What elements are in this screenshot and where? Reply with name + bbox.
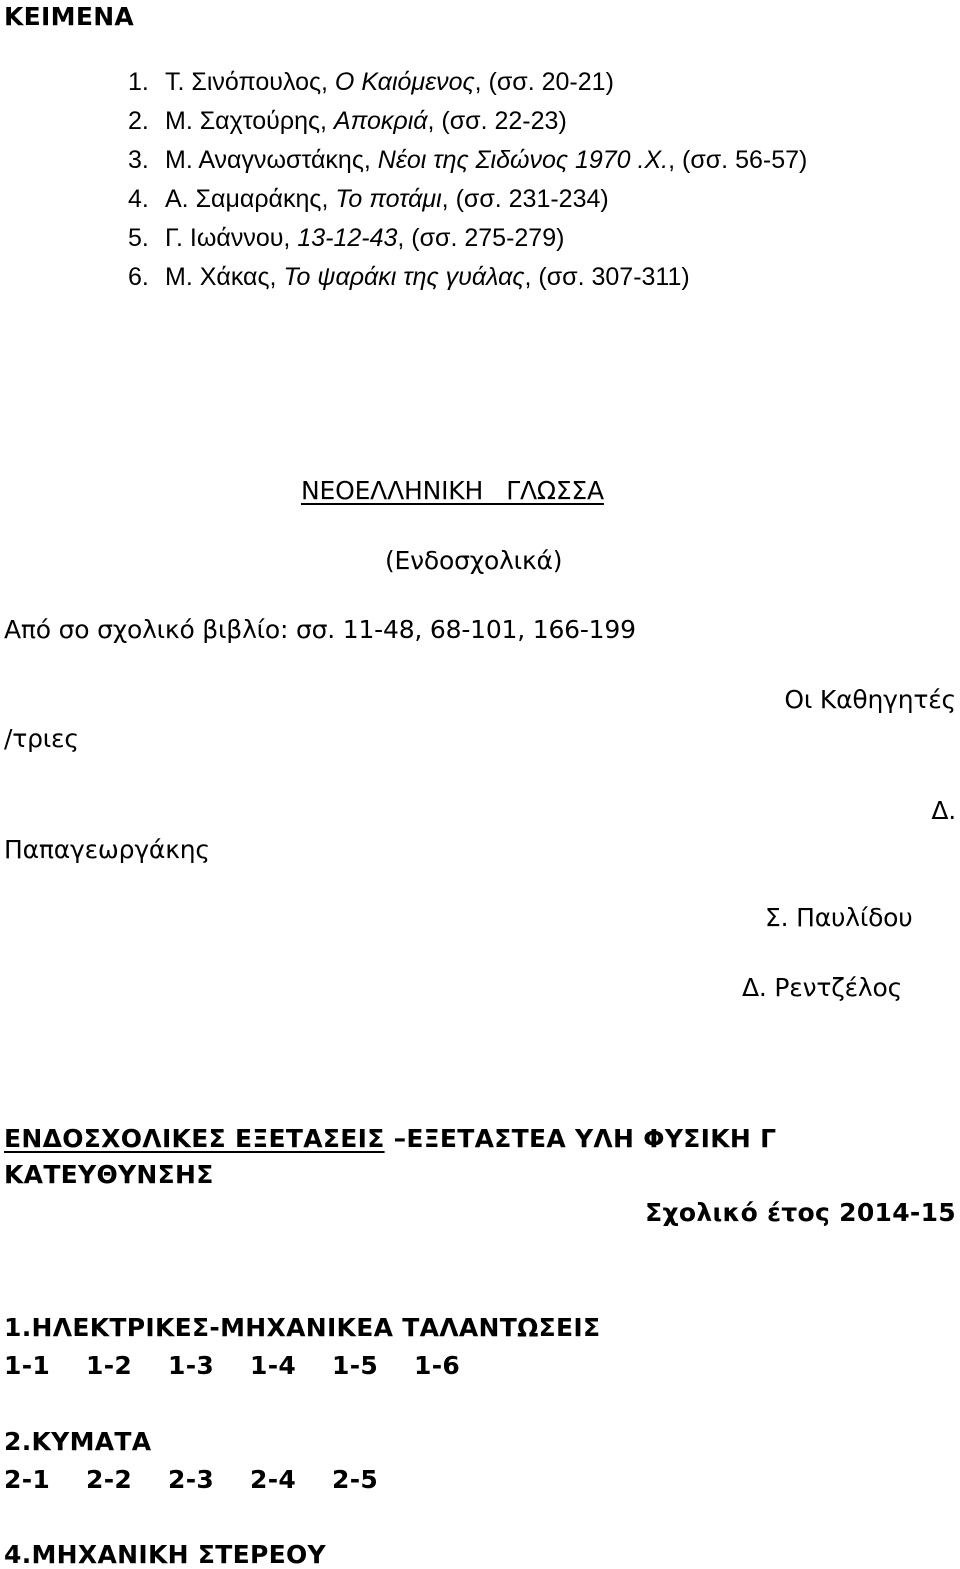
chapter-codes <box>4 1351 496 1380</box>
physics-title-rest: –ΕΞΕΤΑΣΤΕΑ ΥΛΗ ΦΥΣΙΚΗ Γ <box>384 1124 777 1153</box>
code-item: 1-3 <box>168 1351 215 1380</box>
code-item: 1-5 <box>332 1351 379 1380</box>
item-pages: , (σσ. 307-311) <box>524 263 690 291</box>
list-item <box>128 146 807 175</box>
code-item: 1-6 <box>414 1351 461 1380</box>
code-item: 2-2 <box>86 1465 133 1494</box>
code-item: 2-1 <box>4 1465 51 1494</box>
list-item <box>128 68 614 97</box>
physics-section-title-line2: ΚΑΤΕΥΘΥΝΣΗΣ <box>4 1160 214 1189</box>
code-item: 1-2 <box>86 1351 133 1380</box>
teachers-suffix: /τριες <box>4 724 79 753</box>
item-work: 13-12-43 <box>297 224 398 252</box>
chapter-title: 4.ΜΗΧΑΝΙΚΗ ΣΤΕΡΕΟΥ <box>4 1540 326 1569</box>
list-item <box>128 107 567 136</box>
item-number: 3. <box>128 146 149 174</box>
code-item: 1-1 <box>4 1351 51 1380</box>
physics-title-underlined: ΕΝΔΟΣΧΟΛΙΚΕΣ ΕΞΕΤΑΣΕΙΣ <box>4 1124 385 1153</box>
item-author: Τ. Σινόπουλος, <box>165 68 335 96</box>
language-section-subtitle: (Ενδοσχολικά) <box>385 546 563 575</box>
chapter-codes <box>4 1465 414 1494</box>
code-item: 2-3 <box>168 1465 215 1494</box>
signature-name: Σ. Παυλίδου <box>765 903 913 932</box>
item-pages: , (σσ. 56-57) <box>668 146 808 174</box>
item-work: Ο Καιόμενος <box>334 68 475 96</box>
texts-heading: ΚΕΙΜΕΝΑ <box>4 2 135 31</box>
list-item <box>128 224 564 253</box>
code-item: 2-4 <box>250 1465 297 1494</box>
signature-initial: Δ. <box>931 796 956 825</box>
item-number: 1. <box>128 68 149 96</box>
chapter-title: 1.ΗΛΕΚΤΡΙΚΕΣ-ΜΗΧΑΝΙΚΕΑ ΤΑΛΑΝΤΩΣΕΙΣ <box>4 1313 601 1342</box>
item-pages: , (σσ. 22-23) <box>427 107 567 135</box>
item-number: 2. <box>128 107 149 135</box>
item-author: Μ. Σαχτούρης, <box>165 107 334 135</box>
code-item: 2-5 <box>332 1465 379 1494</box>
teachers-label: Οι Καθηγητές <box>784 685 956 714</box>
item-work: Αποκριά <box>333 107 428 135</box>
language-section-title: ΝΕΟΕΛΛΗΝΙΚΗ ΓΛΩΣΣΑ <box>301 476 604 505</box>
language-pages-line: Από σο σχολικό βιβλίο: σσ. 11-48, 68-101, 166-199 <box>4 615 636 644</box>
item-number: 5. <box>128 224 149 252</box>
item-author: Μ. Χάκας, <box>165 263 284 291</box>
item-work: Το ψαράκι της γυάλας <box>283 263 525 291</box>
item-author: Α. Σαμαράκης, <box>165 185 336 213</box>
list-item <box>128 263 690 292</box>
chapter-title: 2.ΚΥΜΑΤΑ <box>4 1427 152 1456</box>
signature-name: Παπαγεωργάκης <box>4 835 210 864</box>
physics-section-title <box>4 1124 776 1153</box>
item-work: Νέοι της Σιδώνος 1970 .Χ. <box>377 146 669 174</box>
item-author: Γ. Ιωάννου, <box>165 224 298 252</box>
code-item: 1-4 <box>250 1351 297 1380</box>
item-pages: , (σσ. 275-279) <box>397 224 565 252</box>
item-number: 6. <box>128 263 149 291</box>
signature-name: Δ. Ρεντζέλος <box>742 973 903 1002</box>
item-pages: , (σσ. 231-234) <box>441 185 609 213</box>
item-author: Μ. Αναγνωστάκης, <box>165 146 378 174</box>
item-pages: , (σσ. 20-21) <box>474 68 614 96</box>
school-year: Σχολικό έτος 2014-15 <box>645 1198 956 1227</box>
list-item <box>128 185 609 214</box>
item-work: Το ποτάμι <box>335 185 442 213</box>
item-number: 4. <box>128 185 149 213</box>
